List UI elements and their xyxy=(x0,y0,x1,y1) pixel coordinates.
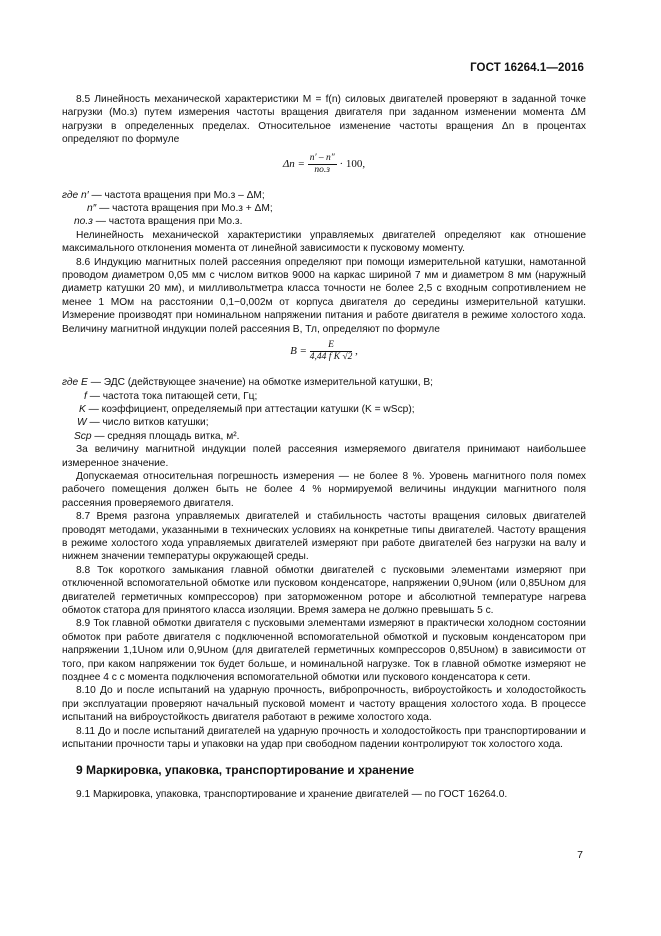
formula-delta-n-denominator: nо.з xyxy=(314,164,331,175)
paragraph-9-1: 9.1 Маркировка, упаковка, транспортирование и хранение двигателей — по ГОСТ 16264.0. xyxy=(76,788,508,800)
definition-text: — частота тока питающей сети, Гц; xyxy=(89,390,258,402)
definitions-formula-2 xyxy=(62,376,586,443)
definition-symbol: n″ xyxy=(87,203,97,215)
definition-text: — частота вращения при Mо.з + ΔM; xyxy=(99,203,273,215)
definition-symbol: где n′ xyxy=(62,189,89,201)
formula-delta-n-tail: · 100, xyxy=(339,157,366,170)
paragraph-8-6-error: Допускаемая относительная погрешность измерения — не более 8 %. Уровень магнитного поля помех рабочего помещения должен быть не более 4 % нормируемой величины индукции магнитного поля рассеяния проверяемого двигателя. xyxy=(62,470,586,509)
definitions-formula-1 xyxy=(62,189,586,229)
definition-row xyxy=(62,416,586,429)
paragraph-8-6: 8.6 Индукцию магнитных полей рассеяния определяют при помощи измерительной катушки, намотанной проводом диаметром 0,05 мм с числом витков 9000 на каркас шириной 7 мм и диаметром 8 мм (наружный диаметр катушки 20 мм), и милливольтметра класса точности не более 2,5 с входным сопротивлением не менее 1 МОм на расстоянии 0,1−0,002м от корпуса двигателя до середины измерительной катушки. Измерение производят при номинальном напряжении питания и работе двигателя в режиме холостого хода. Величину магнитной индукции полей рассеяния B, Тл, определяют по формуле xyxy=(62,256,586,335)
paragraph-8-6-max-value: За величину магнитной индукции полей рассеяния измеряемого двигателя принимают наибольшее измеренное значение. xyxy=(62,444,586,469)
definition-row xyxy=(62,202,586,215)
paragraph-8-5: 8.5 Линейность механической характеристики M = f(n) силовых двигателей проверяют в заданной точке нагрузки (Mо.з) путем измерения частоты вращения двигателя при заданном изменении момента ΔM нагрузки в определенных пределах. Относительное изменение частоты вращения Δn в процентах определяют по формуле xyxy=(62,94,586,146)
paragraph-8-7: 8.7 Время разгона управляемых двигателей и стабильность частоты вращения силовых двигателей проводят методами, указанными в технических условиях на конкретные типы двигателей. Частоту вращения в режиме холостого хода управляемых двигателей измеряют при работе двигателей без нагрузки на валу и нижнем значении температуры окружающей среды. xyxy=(62,511,586,563)
formula-b-tail: , xyxy=(355,345,358,358)
paragraph-8-11: 8.11 До и после испытаний двигателей на ударную прочность и холодостойкость при транспортировании и испытании прочности тары и упаковки на удар при свободном падении контролируют ток холостого хода. xyxy=(62,725,586,751)
definition-row xyxy=(62,403,586,416)
definition-symbol: где E xyxy=(62,377,88,389)
paragraph-8-5-nonlinearity: Нелинейность механической характеристики управляемых двигателей определяют как отношение максимального отклонения момента от линейной зависимости к пусковому моменту. xyxy=(62,229,586,255)
definition-row xyxy=(62,376,586,389)
definition-text: — число витков катушки; xyxy=(89,417,209,429)
definition-symbol: Sср xyxy=(74,430,92,442)
definition-symbol: nо.з xyxy=(74,216,93,228)
paragraph-8-10: 8.10 До и после испытаний на ударную прочность, вибропрочность, виброустойкость и холодостойкость при эксплуатации проверяют начальный пусковой момент и частоту вращения холостого хода. В процессе испытаний на виброустойкость двигателя работают в режиме холостого хода. xyxy=(62,685,586,724)
definition-text: — средняя площадь витка, м². xyxy=(94,430,240,442)
document-body xyxy=(62,93,586,801)
definition-text: — частота вращения при Mо.з. xyxy=(95,216,243,228)
definition-symbol: W xyxy=(77,417,87,429)
definition-text: — коэффициент, определяемый при аттестации катушки (K = wSср); xyxy=(88,403,415,415)
formula-b-denominator: 4,44 f K √2 xyxy=(309,352,353,363)
formula-delta-n-lhs: Δn = xyxy=(282,157,305,170)
definition-row xyxy=(62,215,586,228)
definition-text: — ЭДС (действующее значение) на обмотке измерительной катушки, В; xyxy=(90,377,434,389)
definition-text: — частота вращения при Mо.з – ΔM; xyxy=(91,189,265,201)
formula-delta-n xyxy=(62,153,586,183)
formula-delta-n-numerator: n′ – n″ xyxy=(309,152,335,163)
formula-b-numerator: E xyxy=(310,340,353,352)
paragraph-8-8: 8.8 Ток короткого замыкания главной обмотки двигателей с пусковыми элементами измеряют при отключенной вспомогательной обмотке или пусковом конденсаторе, напряжении 0,9Uном (или 0,85Uном для двигателей герметичных компрессоров) при заторможенном роторе и абсолютной температуре нагрева обмоток статора для принятого класса изоляции. Время замера не должно превышать 5 с. xyxy=(62,564,586,616)
formula-b xyxy=(62,340,586,370)
definition-row xyxy=(62,430,586,443)
formula-b-lhs: B = xyxy=(290,345,307,358)
definition-symbol: f xyxy=(84,390,87,402)
definition-row xyxy=(62,189,586,202)
standard-header: ГОСТ 16264.1—2016 xyxy=(470,62,584,74)
formula-delta-n-fraction xyxy=(308,153,337,176)
paragraph-8-9: 8.9 Ток главной обмотки двигателя с пусковыми элементами измеряют в практически холодном состоянии обмоток при работе двигателя с подключенной вспомогательной обмоткой и пусковым конденсатором при напряжении 1,1Uном или 0,9Uном (для двигателей герметичных компрессоров 0,85Uном) в зависимости от того, при каком напряжении ток будет больше, и номинальной нагрузке. Ток в главной обмотке измеряют не позднее 4 с с момента подключения вспомогательной обмотки или пускового конденсатора к сети. xyxy=(62,618,586,684)
definition-symbol: K xyxy=(79,403,86,415)
page-number: 7 xyxy=(577,849,583,861)
formula-b-fraction xyxy=(310,340,353,363)
section-9-heading: 9 Маркировка, упаковка, транспортирование и хранение xyxy=(76,763,415,778)
definition-row xyxy=(62,390,586,403)
